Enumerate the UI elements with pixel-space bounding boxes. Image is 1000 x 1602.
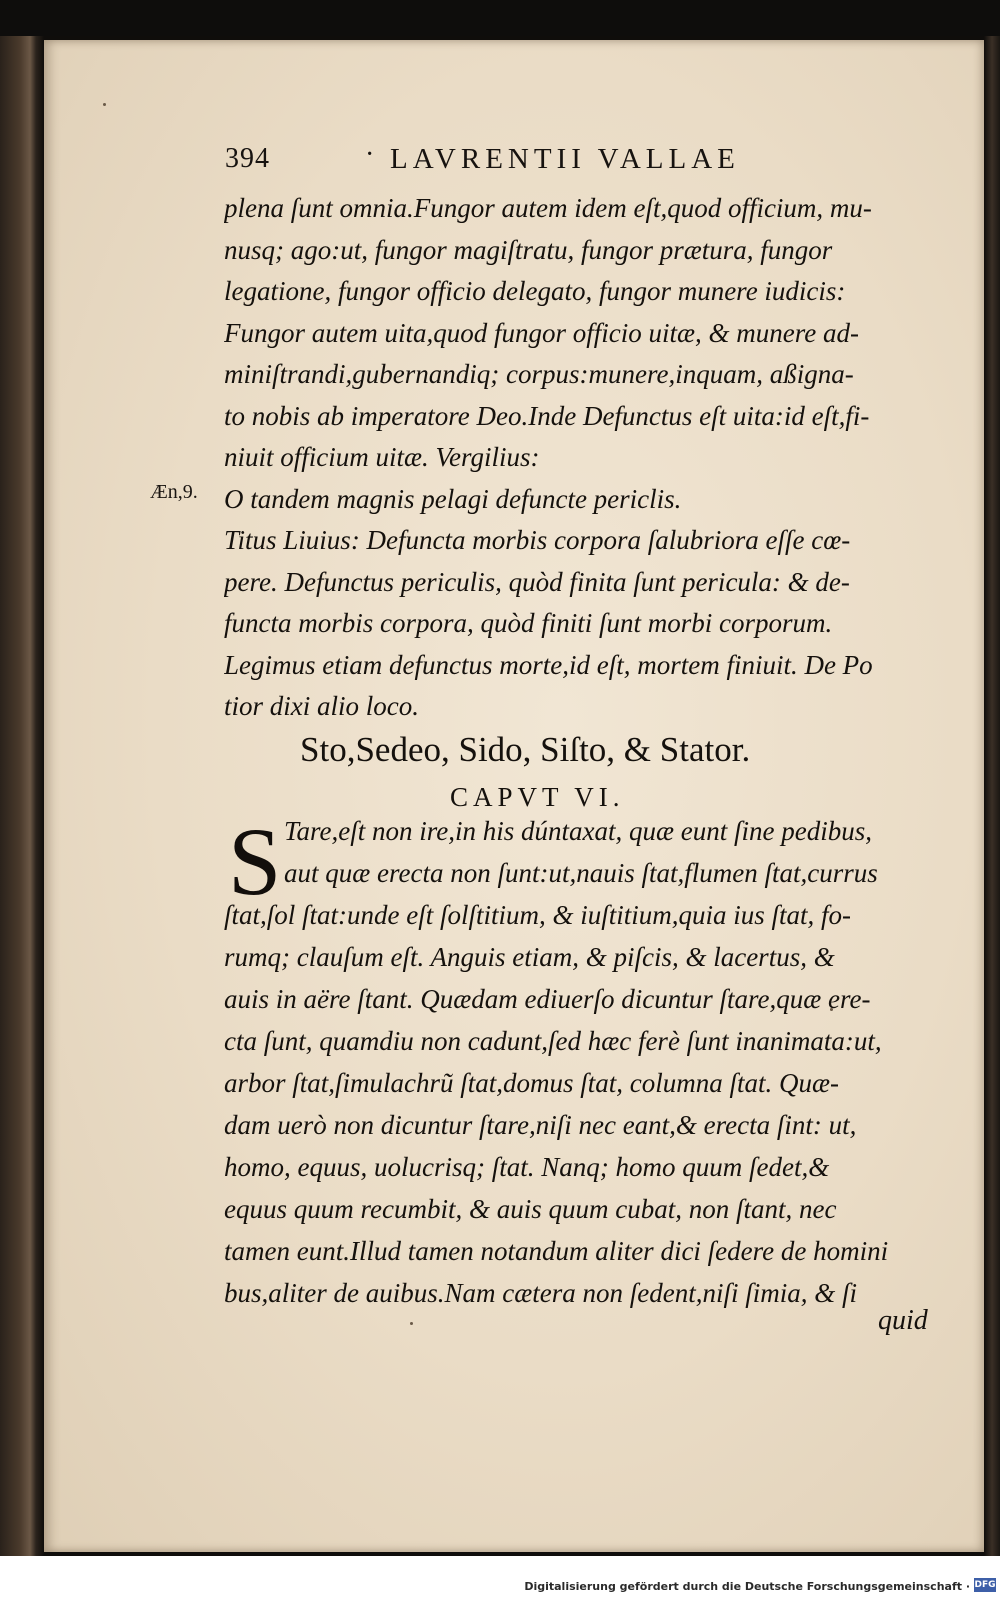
- dfg-logo: DFG: [974, 1580, 996, 1590]
- text-line: Tare,eſt non ire,in his dúntaxat, quæ eunt ſine pedibus,: [284, 816, 872, 846]
- text-line: O tandem magnis pelagi defuncte periclis.: [224, 483, 682, 514]
- text-line: homo, equus, uolucrisq; ſtat. Nanq; homo quum ſedet,&: [224, 1152, 830, 1182]
- text-line: Fungor autem uita,quod fungor officio uitæ, & munere ad-: [224, 317, 859, 348]
- text-line: arbor ſtat,ſimulachrũ ſtat,domus ſtat, columna ſtat. Quæ-: [224, 1068, 840, 1098]
- text-line: dam uerò non dicuntur ſtare,niſi nec eant,& erecta ſint: ut,: [224, 1110, 857, 1140]
- text-line: equus quum recumbit, & auis quum cubat, non ſtant, nec: [224, 1194, 837, 1224]
- section-title: Sto,Sedeo, Sido, Siſto, & Stator.: [300, 730, 751, 769]
- text-line: bus,aliter de auibus.Nam cætera non ſedent,niſi ſimia, & ſi: [224, 1278, 857, 1308]
- margin-note: Æn,9.: [150, 481, 198, 503]
- text-line: cta ſunt, quamdiu non cadunt,ſed hæc ferè ſunt inanimata:ut,: [224, 1026, 882, 1056]
- text-line: to nobis ab imperatore Deo.Inde Defunctus eſt uita:id eſt,fi-: [224, 400, 870, 431]
- text-line: rumq; clauſum eſt. Anguis etiam, & piſcis, & lacertus, &: [224, 942, 835, 972]
- text-line: miniſtrandi,gubernandiq; corpus:munere,inquam, aßigna-: [224, 359, 854, 389]
- header-dot: ·: [365, 139, 375, 170]
- drop-capital: S: [228, 808, 282, 915]
- text-line: plena ſunt omnia.Fungor autem idem eſt,quod officium, mu-: [224, 193, 872, 223]
- running-head: LAVRENTII VALLAE: [390, 143, 740, 175]
- text-line: niuit officium uitæ. Vergilius:: [224, 442, 540, 472]
- page-number: 394: [225, 143, 270, 174]
- text-line: ſtat,ſol ſtat:unde eſt ſolſtitium, & iuſtitium,quia ius ſtat, fo-: [224, 900, 851, 930]
- catchword: quid: [878, 1305, 928, 1336]
- paragraph-1: [224, 188, 924, 728]
- funding-credit: Digitalisierung gefördert durch die Deutsche Forschungsgemeinschaft ·: [524, 1580, 970, 1593]
- text-line: auis in aëre ſtant. Quædam ediuerſo dicuntur ſtare,quæ ere-: [224, 984, 871, 1014]
- text-line: pere. Defunctus periculis, quòd finita ſunt pericula: & de-: [224, 566, 850, 597]
- text-line: Titus Liuius: Defuncta morbis corpora ſalubriora eſſe cœ-: [224, 525, 851, 555]
- text-line: nusq; ago:ut, fungor magiſtratu, fungor prætura, fungor: [224, 234, 833, 265]
- text-line: Legimus etiam defunctus morte,id eſt, mortem finiuit. De Po: [224, 649, 873, 680]
- text-line: tior dixi alio loco.: [224, 691, 419, 721]
- page-header: [225, 139, 925, 183]
- text-line: legatione, fungor officio delegato, fungor munere iudicis:: [224, 276, 846, 306]
- text-line: aut quæ erecta non ſunt:ut,nauis ſtat,flumen ſtat,currus: [284, 858, 878, 888]
- text-line: functa morbis corpora, quòd finiti ſunt morbi corporum.: [224, 608, 833, 638]
- paper-speck: [103, 103, 106, 106]
- text-line: tamen eunt.Illud tamen notandum aliter dici ſedere de homini: [224, 1236, 889, 1266]
- paper-speck: [410, 1322, 413, 1325]
- paragraph-2: [224, 810, 929, 1314]
- chapter-label: CAPVT VI.: [450, 782, 625, 812]
- footer-bar: [0, 1556, 1000, 1602]
